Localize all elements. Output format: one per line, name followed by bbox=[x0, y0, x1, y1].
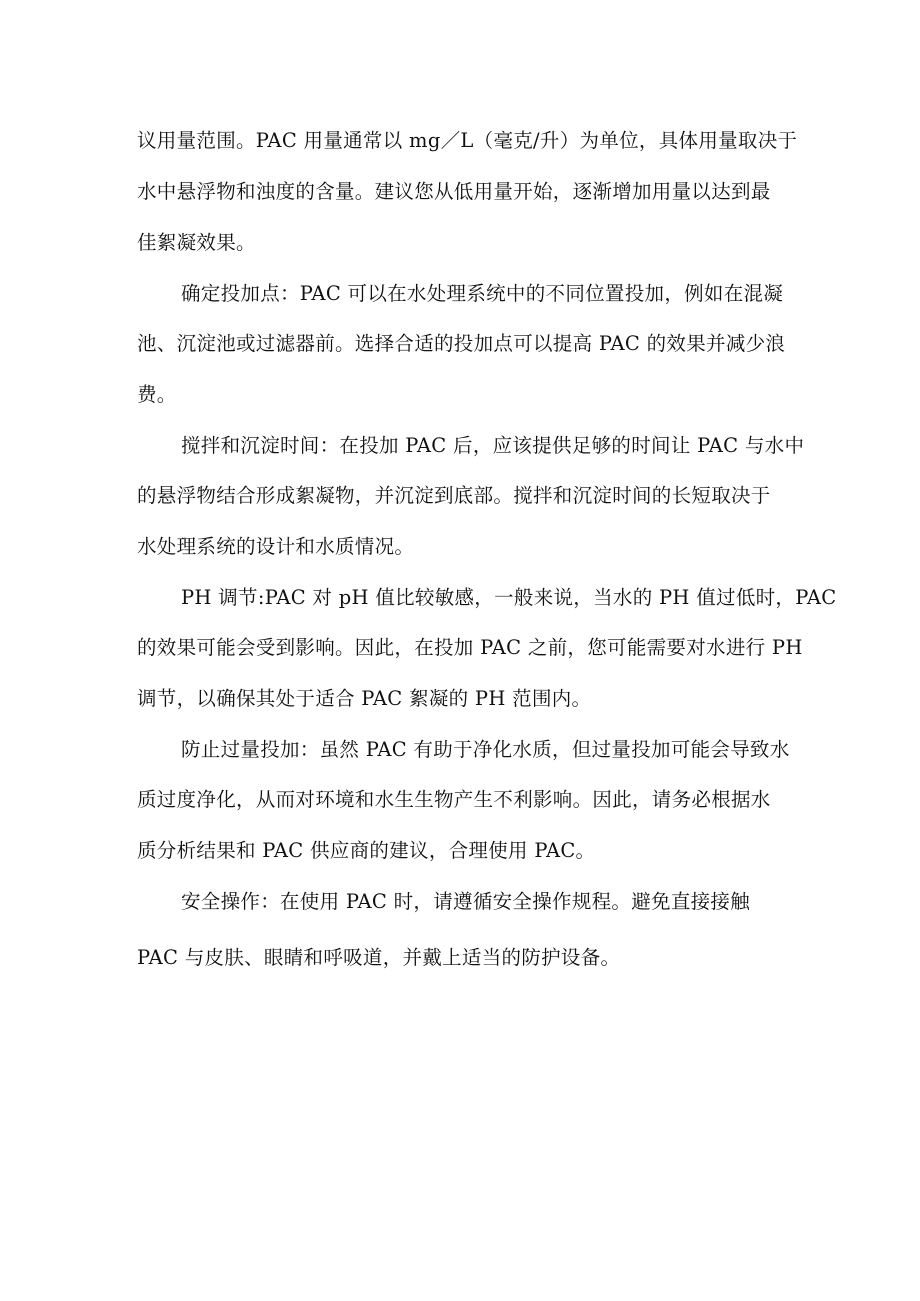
text-line-5: 池、沉淀池或过滤器前。选择合适的投加点可以提高 PAC 的效果并减少浪 bbox=[137, 332, 786, 355]
text-line-3: 佳絮凝效果。 bbox=[137, 231, 256, 254]
text-line-17: PAC 与皮肤、眼睛和呼吸道，并戴上适当的防护设备。 bbox=[137, 946, 621, 969]
text-line-10: PH 调节:PAC 对 pH 值比较敏感，一般来说，当水的 PH 值过低时，PAC bbox=[181, 586, 837, 609]
text-line-1: 议用量范围。PAC 用量通常以 mg／L（毫克/升）为单位，具体用量取决于 bbox=[137, 129, 798, 152]
text-line-12: 调节，以确保其处于适合 PAC 絮凝的 PH 范围内。 bbox=[137, 687, 592, 710]
text-line-8: 的悬浮物结合形成絮凝物，并沉淀到底部。搅拌和沉淀时间的长短取决于 bbox=[137, 484, 771, 507]
text-line-15: 质分析结果和 PAC 供应商的建议，合理使用 PAC。 bbox=[137, 839, 596, 862]
text-line-7: 搅拌和沉淀时间：在投加 PAC 后，应该提供足够的时间让 PAC 与水中 bbox=[181, 434, 805, 457]
text-line-9: 水处理系统的设计和水质情况。 bbox=[137, 535, 415, 558]
text-line-16: 安全操作：在使用 PAC 时，请遵循安全操作规程。避免直接接触 bbox=[181, 890, 751, 913]
text-line-2: 水中悬浮物和浊度的含量。建议您从低用量开始，逐渐增加用量以达到最 bbox=[137, 180, 771, 203]
text-line-11: 的效果可能会受到影响。因此，在投加 PAC 之前，您可能需要对水进行 PH bbox=[137, 636, 803, 659]
text-line-14: 质过度净化，从而对环境和水生生物产生不利影响。因此，请务必根据水 bbox=[137, 788, 771, 811]
text-line-6: 费。 bbox=[137, 383, 177, 406]
text-line-13: 防止过量投加：虽然 PAC 有助于净化水质，但过量投加可能会导致水 bbox=[181, 738, 790, 761]
text-line-4: 确定投加点：PAC 可以在水处理系统中的不同位置投加，例如在混凝 bbox=[181, 282, 784, 305]
